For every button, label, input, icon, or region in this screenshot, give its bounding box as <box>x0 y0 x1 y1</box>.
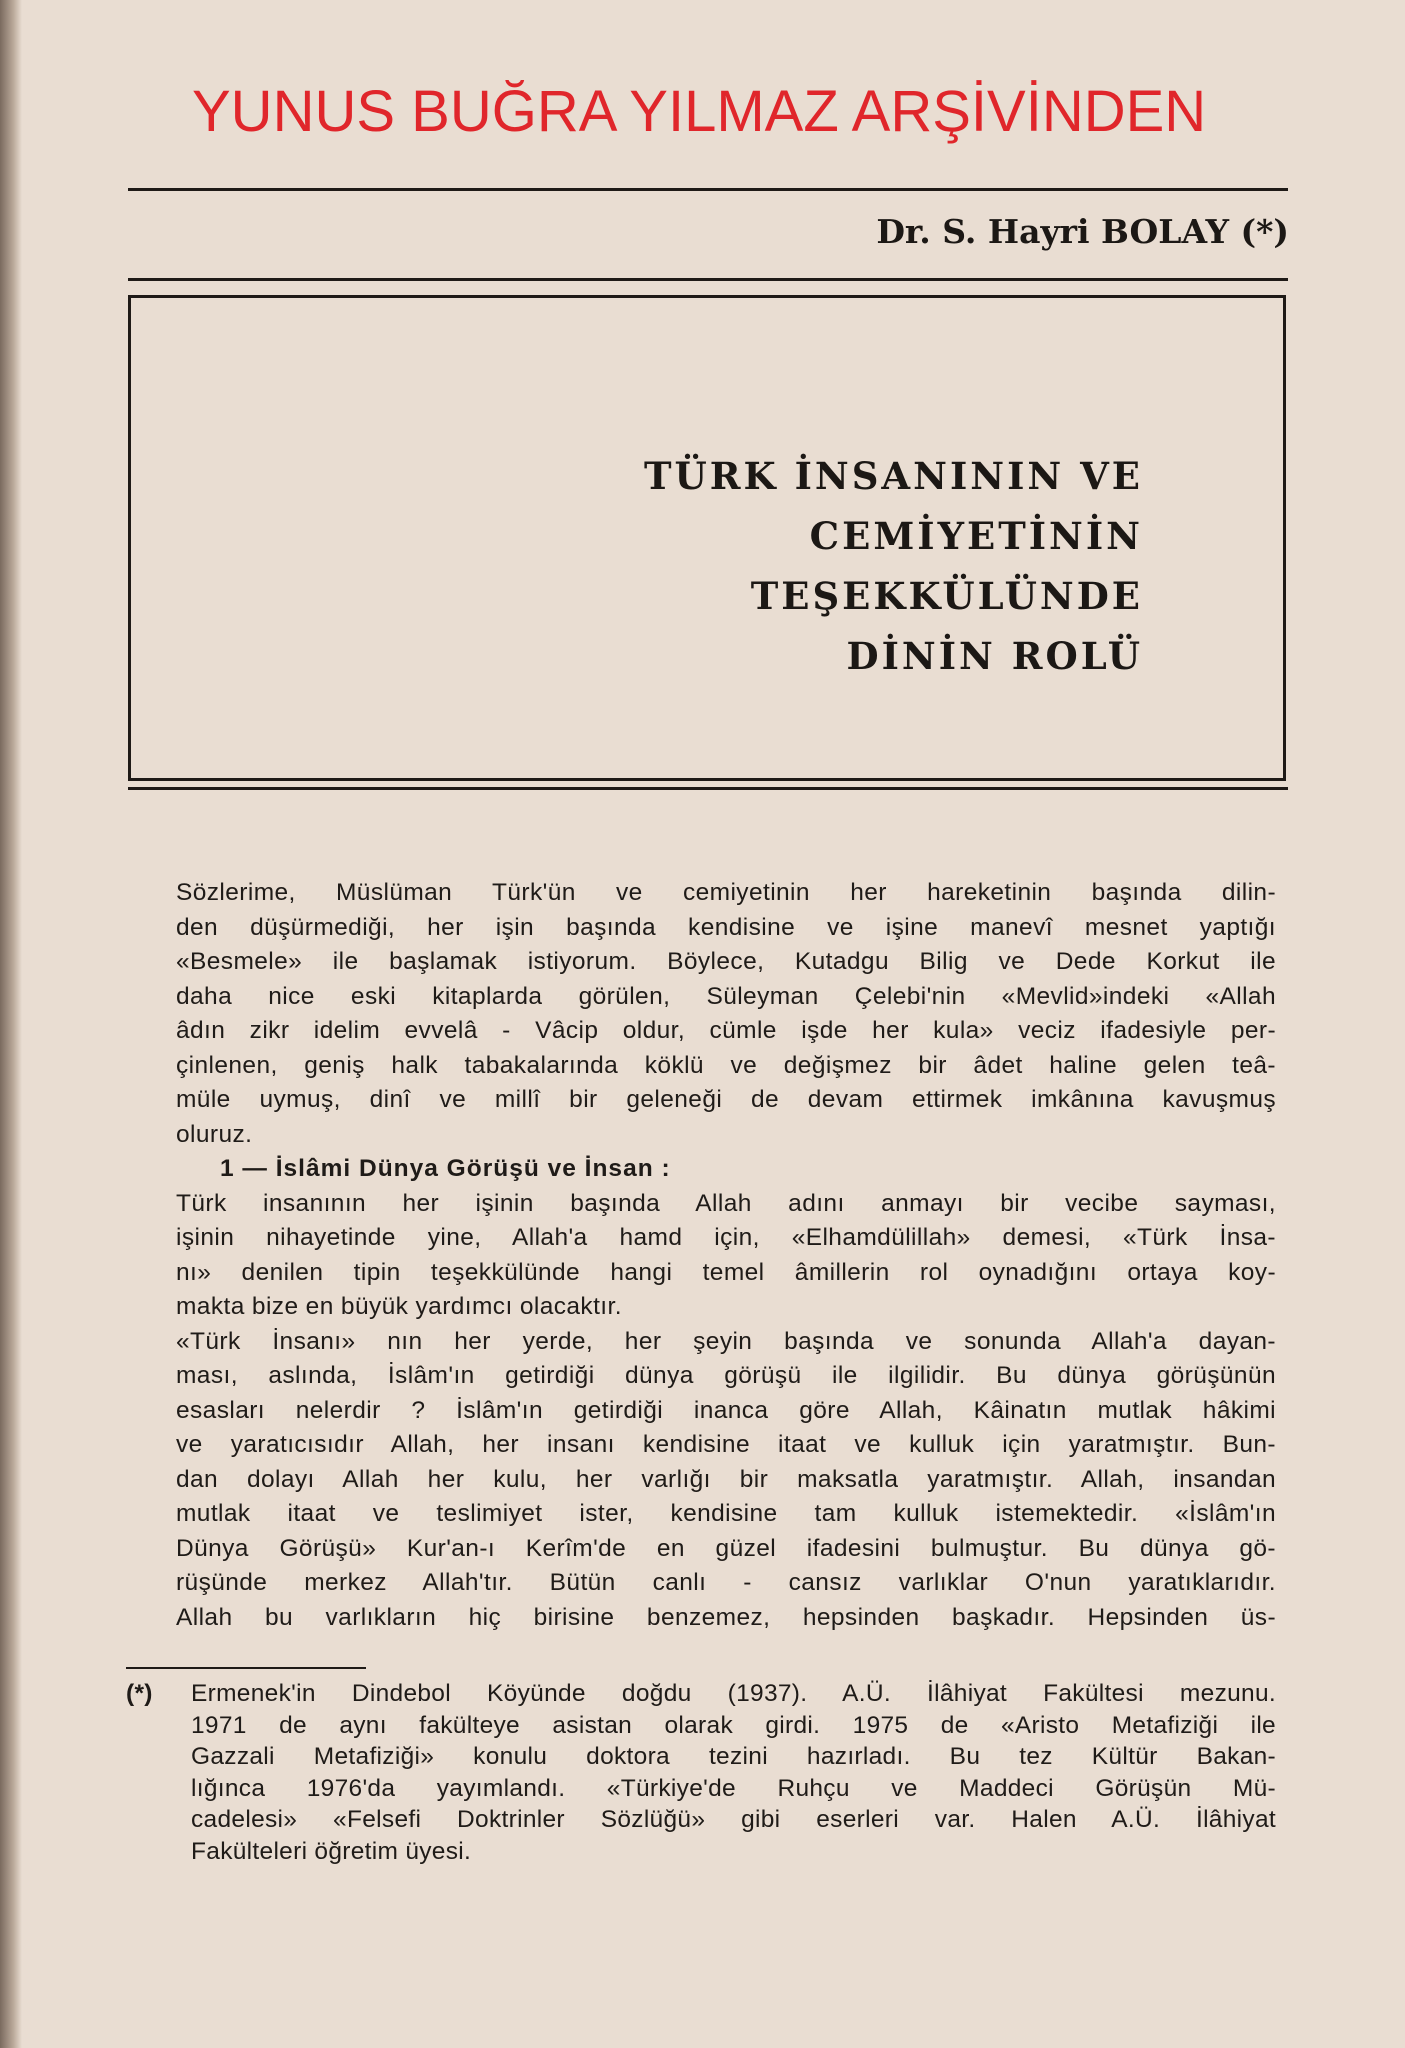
footnote-line: 1971 de aynı fakülteye asistan olarak girdi. 1975 de «Aristo Metafiziği ile <box>191 1711 1276 1739</box>
footnote-line: Gazzali Metafiziği» konulu doktora tezini hazırladı. Bu tez Kültür Bakan- <box>191 1743 1276 1770</box>
footnote-mark: (*) <box>126 1680 153 1707</box>
top-rule <box>128 188 1288 191</box>
text-line: daha nice eski kitaplarda görülen, Süleyman Çelebi'nin «Mevlid»indeki «Allah <box>176 982 1276 1010</box>
text-line: âdın zikr idelim evvelâ - Vâcip oldur, cümle işde her kula» veciz ifadesiyle per- <box>176 1017 1276 1044</box>
title-bottom-rule <box>128 787 1288 790</box>
footnote-line: lığınca 1976'da yayımlandı. «Türkiye'de Ruhçu ve Maddeci Görüşün Mü- <box>191 1774 1276 1802</box>
section-heading: 1 — İslâmi Dünya Görüşü ve İnsan : <box>220 1155 671 1182</box>
text-line: makta bize en büyük yardımcı olacaktır. <box>176 1293 622 1320</box>
text-line: müle uymuş, dinî ve millî bir geleneği de devam ettirmek imkânına kavuşmuş <box>176 1086 1276 1113</box>
text-line: dan dolayı Allah her kulu, her varlığı bir maksatla yaratmıştır. Allah, insandan <box>176 1465 1276 1493</box>
text-line: oluruz. <box>176 1120 253 1148</box>
paragraph-3 <box>176 1325 1276 1636</box>
book-spine-shadow <box>0 0 22 2048</box>
text-line: Allah bu varlıkların hiç birisine benzemez, hepsinden başkadır. Hepsinden üs- <box>176 1603 1276 1631</box>
text-line: çinlenen, geniş halk tabakalarında köklü ve değişmez bir âdet haline gelen teâ- <box>176 1051 1276 1079</box>
text-line: Dünya Görüşü» Kur'an-ı Kerîm'de en güzel ifadesini bulmuştur. Bu dünya gö- <box>176 1534 1276 1562</box>
text-line: nı» denilen tipin teşekkülünde hangi temel âmillerin rol oynadığını ortaya koy- <box>176 1258 1276 1286</box>
text-line: «Besmele» ile başlamak istiyorum. Böylece, Kutadgu Bilig ve Dede Korkut ile <box>176 948 1276 975</box>
author-name: Dr. S. Hayri BOLAY (*) <box>876 212 1289 251</box>
footnote <box>126 1678 1276 1867</box>
article-title <box>644 446 1143 686</box>
title-box <box>128 295 1286 781</box>
footnote-line: Ermenek'in Dindebol Köyünde doğdu (1937). A.Ü. İlâhiyat Fakültesi mezunu. <box>191 1680 1276 1707</box>
paragraph-2 <box>176 1187 1276 1325</box>
text-line: esasları nelerdir ? İslâm'ın getirdiği inanca göre Allah, Kâinatın mutlak hâkimi <box>176 1396 1276 1424</box>
text-line: Türk insanının her işinin başında Allah adını anmayı bir vecibe sayması, <box>176 1189 1276 1217</box>
intro-paragraph <box>176 876 1276 1152</box>
footnote-rule <box>126 1667 366 1669</box>
text-line: ve yaratıcısıdır Allah, her insanı kendisine itaat ve kulluk için yaratmıştır. Bun- <box>176 1431 1276 1458</box>
title-line: CEMİYETİNİN <box>809 514 1143 558</box>
text-line: rüşünde merkez Allah'tır. Bütün canlı - cansız varlıklar O'nun yaratıklarıdır. <box>176 1569 1276 1596</box>
text-line: mutlak itaat ve teslimiyet ister, kendisine tam kulluk istemektedir. «İslâm'ın <box>176 1500 1276 1527</box>
text-line: Sözlerime, Müslüman Türk'ün ve cemiyetinin her hareketinin başında dilin- <box>176 879 1276 906</box>
title-line: DİNİN ROLÜ <box>846 634 1143 678</box>
archive-stamp: YUNUS BUĞRA YILMAZ ARŞİVİNDEN <box>192 79 1207 144</box>
text-line: işinin nihayetinde yine, Allah'a hamd için, «Elhamdülillah» demesi, «Türk İnsa- <box>176 1224 1276 1251</box>
text-line: «Türk İnsanı» nın her yerde, her şeyin başında ve sonunda Allah'a dayan- <box>176 1327 1276 1355</box>
title-line: TEŞEKKÜLÜNDE <box>750 574 1143 618</box>
footnote-line: cadelesi» «Felsefi Doktrinler Sözlüğü» gibi eserleri var. Halen A.Ü. İlâhiyat <box>191 1806 1276 1833</box>
footnote-body <box>191 1678 1276 1867</box>
footnote-line: Fakülteleri öğretim üyesi. <box>191 1837 472 1865</box>
text-line: den düşürmediği, her işin başında kendisine ve işine manevî mesnet yaptığı <box>176 913 1276 941</box>
text-line: ması, aslında, İslâm'ın getirdiği dünya görüşü ile ilgilidir. Bu dünya görüşünün <box>176 1362 1276 1389</box>
article-body <box>176 876 1276 1635</box>
title-line: TÜRK İNSANININ VE <box>643 454 1143 498</box>
author-rule <box>128 278 1288 281</box>
